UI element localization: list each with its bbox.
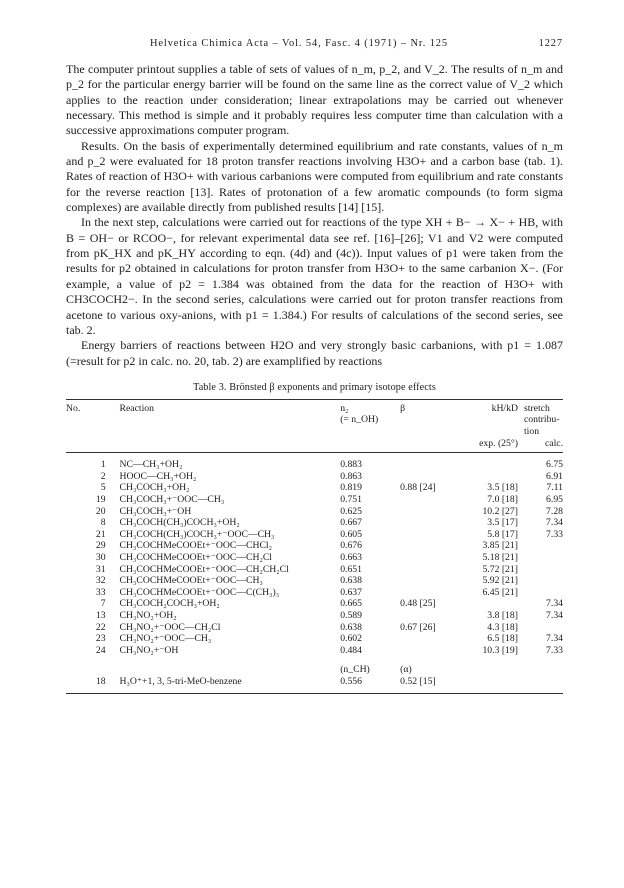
cell-calc: 7.34 bbox=[546, 633, 563, 645]
col-calc-header: calc. bbox=[518, 438, 563, 453]
cell-reaction: H₃O⁺+1, 3, 5-tri-MeO-benzene bbox=[120, 676, 341, 693]
cell-no: 19 bbox=[95, 494, 106, 506]
cell-n2: 0.676 bbox=[340, 540, 362, 552]
cell-calc: 6.75 bbox=[546, 459, 563, 471]
table-row bbox=[66, 575, 563, 587]
cell-reaction: CH₃COCH₂COCH₃+OH₂ bbox=[119, 598, 220, 610]
n2-sublabel: (= n_OH) bbox=[340, 414, 379, 426]
table-row bbox=[66, 587, 563, 599]
table-row bbox=[66, 540, 563, 552]
cell-calc: 7.33 bbox=[546, 528, 563, 540]
cell-no: 31 bbox=[95, 563, 106, 575]
cell-calc bbox=[518, 587, 563, 599]
cell-calc bbox=[518, 676, 563, 693]
cell-exp: 3.85 [21] bbox=[482, 540, 518, 552]
cell-calc bbox=[518, 575, 563, 587]
cell-calc bbox=[518, 622, 563, 634]
cell-exp bbox=[462, 676, 518, 693]
cell-n2: 0.663 bbox=[340, 552, 362, 563]
cell-exp bbox=[462, 453, 518, 471]
cell-calc: 6.95 bbox=[546, 494, 563, 506]
cell-exp: 5.8 [17] bbox=[487, 528, 518, 540]
table-row bbox=[66, 676, 563, 693]
col-exp-header: exp. (25°) bbox=[462, 438, 518, 453]
cell-beta: 0.67 [26] bbox=[400, 621, 436, 633]
cell-calc: 7.34 bbox=[546, 598, 563, 610]
cell-reaction: CH₃COCHMeCOOEt+⁻OOC—CH₃ bbox=[119, 575, 263, 587]
cell-exp: 10.2 [27] bbox=[482, 505, 518, 517]
cell-no: 2 bbox=[100, 470, 106, 482]
cell-calc: 7.34 bbox=[546, 517, 563, 529]
paper-page bbox=[66, 38, 563, 694]
cell-exp: 6.5 [18] bbox=[487, 633, 518, 645]
cell-beta bbox=[400, 506, 462, 518]
cell-exp: 5.72 [21] bbox=[482, 563, 518, 575]
cell-beta bbox=[400, 471, 462, 483]
cell-no: 18 bbox=[66, 676, 120, 693]
cell-n2: 0.863 bbox=[340, 470, 362, 482]
cell-reaction: HOOC—CH₃+OH₂ bbox=[119, 470, 197, 482]
cell-reaction: CH₃COCH₃+OH₂ bbox=[119, 482, 190, 494]
cell-no: 7 bbox=[100, 598, 106, 610]
cell-beta: (α) bbox=[400, 664, 412, 676]
cell-calc: 7.34 bbox=[546, 609, 563, 621]
cell-beta bbox=[400, 494, 462, 506]
table-row bbox=[66, 622, 563, 634]
paragraph: Energy barriers of reactions between H2O and very strongly basic carbanions, with p1 = 1.087 (=result for p2 in calc. no. 20, tab. 2) are examplified by reactions bbox=[66, 338, 563, 368]
cell-reaction: CH₃COCH(CH₃)COCH₃+OH₂ bbox=[119, 517, 240, 529]
table-row bbox=[66, 506, 563, 518]
table-row bbox=[66, 494, 563, 506]
cell-exp: 6.45 [21] bbox=[482, 586, 518, 598]
col-n2-header bbox=[340, 399, 400, 437]
cell-reaction: CH₃COCHMeCOOEt+⁻OOC—CH₂CH₂Cl bbox=[119, 563, 289, 575]
cell-no: 5 bbox=[100, 482, 106, 494]
cell-reaction: CH₃COCH(CH₃)COCH₃+⁻OOC—CH₃ bbox=[119, 528, 275, 540]
table-row bbox=[66, 552, 563, 564]
cell-n2: 0.605 bbox=[340, 528, 362, 540]
cell-n2: 0.651 bbox=[340, 563, 362, 575]
table-row bbox=[66, 633, 563, 645]
cell-exp: 5.18 [21] bbox=[482, 552, 518, 563]
cell-calc bbox=[518, 564, 563, 576]
cell-exp: 7.0 [18] bbox=[487, 494, 518, 506]
cell-calc: 7.33 bbox=[546, 644, 563, 656]
paragraph: In the next step, calculations were carried out for reactions of the type XH + B− → X− + HB, with B = OH− or RCOO−, for relevant experimental data see ref. [16]–[26]; V1 and V2 were computed from pK_HX and pK_HY according to eqn. (4d) and (4c)). Input values of p1 were taken from the results for p2 obtained in calculations for proton transfer from H3O+ to the same carbanion X−. (For example, a value of p2 = 1.384 was obtained from the data for the reaction of H3O+ with CH3COCH2−. In the second series, calculations were carried out for proton transfer reactions from acetone to various oxy-anions, with p1 = 1.384.) For results of calculations of the second series, see tab. 2. bbox=[66, 215, 563, 337]
cell-n2: 0.665 bbox=[340, 598, 362, 610]
col-khkd-header: kH/kD bbox=[462, 399, 518, 437]
cell-no: 20 bbox=[95, 505, 106, 517]
paragraph: Results. On the basis of experimentally determined equilibrium and rate constants, values of n_m and p_2 were evaluated for 18 proton transfer reactions involving H3O+ and a carbon base (tab. 1). Rates of reaction of H3O+ with various carbanions were computed from equilibrium and rate constants for the reverse reaction [13]. Rates of protonation of a few aromatic compounds (to form sigma complexes) are available directly from published results [14] [15]. bbox=[66, 138, 563, 215]
cell-beta bbox=[400, 564, 462, 576]
cell-no: 22 bbox=[95, 621, 106, 633]
cell-beta bbox=[400, 633, 462, 645]
cell-exp bbox=[462, 598, 518, 610]
n2-label: n₂ bbox=[340, 402, 349, 414]
cell-n2: 0.602 bbox=[340, 633, 362, 645]
cell-calc bbox=[518, 656, 563, 676]
cell-beta bbox=[400, 552, 462, 564]
cell-beta bbox=[400, 587, 462, 599]
running-header bbox=[66, 38, 563, 54]
cell-beta bbox=[400, 575, 462, 587]
cell-no: 32 bbox=[95, 575, 106, 587]
table-row bbox=[66, 471, 563, 483]
cell-calc: 7.28 bbox=[546, 505, 563, 517]
table-row bbox=[66, 529, 563, 541]
cell-beta bbox=[400, 529, 462, 541]
cell-n2: 0.751 bbox=[340, 494, 362, 506]
cell-beta: 0.52 [15] bbox=[400, 676, 462, 693]
cell-exp: 3.8 [18] bbox=[487, 609, 518, 621]
cell-calc: 6.91 bbox=[546, 470, 563, 482]
cell-reaction: CH₃NO₂+⁻OOC—CH₃ bbox=[119, 633, 212, 645]
data-table bbox=[66, 399, 563, 694]
table-caption: Table 3. Brönsted β exponents and primary isotope effects bbox=[193, 381, 436, 393]
cell-exp: 3.5 [17] bbox=[487, 517, 518, 529]
page-number: 1227 bbox=[538, 38, 563, 49]
col-reaction-header: Reaction bbox=[120, 399, 341, 437]
cell-n2: 0.637 bbox=[340, 586, 362, 598]
cell-no bbox=[66, 656, 120, 676]
cell-reaction: CH₃COCHMeCOOEt+⁻OOC—CH₂Cl bbox=[119, 552, 272, 563]
col-stretch-header: stretch contribu- tion bbox=[518, 399, 563, 437]
cell-exp: 3.5 [18] bbox=[487, 482, 518, 494]
cell-calc: 7.11 bbox=[546, 482, 563, 494]
cell-beta bbox=[400, 610, 462, 622]
table-row bbox=[66, 610, 563, 622]
paragraph: The computer printout supplies a table of sets of values of n_m, p_2, and V_2. The results of n_m and p_2 for the particular energy barrier will be found on the same line as the correct value of V_2 which applies to the reaction under consideration; linear extrapolations may be carried out whenever necessary. This method is simple and it probably requires less computer time than calculation with a successive approximations computer program. bbox=[66, 62, 563, 138]
cell-n2: 0.484 bbox=[340, 644, 362, 656]
cell-exp bbox=[462, 471, 518, 483]
cell-no: 24 bbox=[95, 644, 106, 656]
cell-n2: (n_CH) bbox=[340, 664, 370, 676]
cell-no: 30 bbox=[95, 552, 106, 563]
body-text bbox=[66, 62, 563, 369]
table-row bbox=[66, 564, 563, 576]
table-row bbox=[66, 656, 563, 676]
cell-reaction: CH₃COCHMeCOOEt+⁻OOC—C(CH₃)₃ bbox=[119, 586, 280, 598]
cell-no: 21 bbox=[95, 528, 106, 540]
cell-reaction: CH₃NO₂+OH₂ bbox=[119, 609, 177, 621]
cell-reaction: CH₃COCHMeCOOEt+⁻OOC—CHCl₂ bbox=[119, 540, 272, 552]
cell-no: 23 bbox=[95, 633, 106, 645]
cell-n2: 0.625 bbox=[340, 505, 362, 517]
cell-reaction: NC—CH₃+OH₂ bbox=[119, 459, 183, 471]
cell-no: 13 bbox=[95, 609, 106, 621]
cell-beta bbox=[400, 540, 462, 552]
cell-beta: 0.88 [24] bbox=[400, 482, 436, 494]
cell-calc bbox=[518, 552, 563, 564]
table-row bbox=[66, 517, 563, 529]
col-no-header: No. bbox=[66, 399, 120, 437]
cell-n2: 0.638 bbox=[340, 575, 362, 587]
cell-reaction bbox=[120, 656, 341, 676]
col-beta-header: β bbox=[400, 399, 462, 437]
cell-no: 33 bbox=[95, 586, 106, 598]
journal-title: Helvetica Chimica Acta – Vol. 54, Fasc. 4 (1971) – Nr. 125 bbox=[150, 38, 448, 49]
cell-n2: 0.819 bbox=[340, 482, 362, 494]
cell-no: 29 bbox=[95, 540, 106, 552]
cell-reaction: CH₃NO₂+⁻OH bbox=[119, 644, 179, 656]
table-row bbox=[66, 598, 563, 610]
cell-reaction: CH₃COCH₃+⁻OH bbox=[119, 505, 192, 517]
cell-beta: 0.48 [25] bbox=[400, 598, 436, 610]
cell-beta bbox=[400, 645, 462, 657]
cell-exp bbox=[462, 656, 518, 676]
cell-n2: 0.638 bbox=[340, 621, 362, 633]
cell-n2: 0.589 bbox=[340, 609, 362, 621]
cell-exp: 4.3 [18] bbox=[487, 621, 518, 633]
cell-n2: 0.667 bbox=[340, 517, 362, 529]
cell-beta bbox=[400, 517, 462, 529]
table-row bbox=[66, 645, 563, 657]
table-row bbox=[66, 482, 563, 494]
table-row bbox=[66, 453, 563, 471]
cell-no: 8 bbox=[100, 517, 106, 529]
cell-beta bbox=[400, 453, 462, 471]
cell-n2: 0.883 bbox=[340, 459, 362, 471]
cell-reaction: CH₃NO₂+⁻OOC—CH₂Cl bbox=[119, 621, 221, 633]
cell-reaction: CH₃COCH₃+⁻OOC—CH₃ bbox=[119, 494, 225, 506]
cell-calc bbox=[518, 540, 563, 552]
cell-exp: 5.92 [21] bbox=[482, 575, 518, 587]
cell-n2: 0.556 bbox=[340, 676, 400, 693]
cell-exp: 10.3 [19] bbox=[482, 644, 518, 656]
cell-no: 1 bbox=[100, 459, 106, 471]
